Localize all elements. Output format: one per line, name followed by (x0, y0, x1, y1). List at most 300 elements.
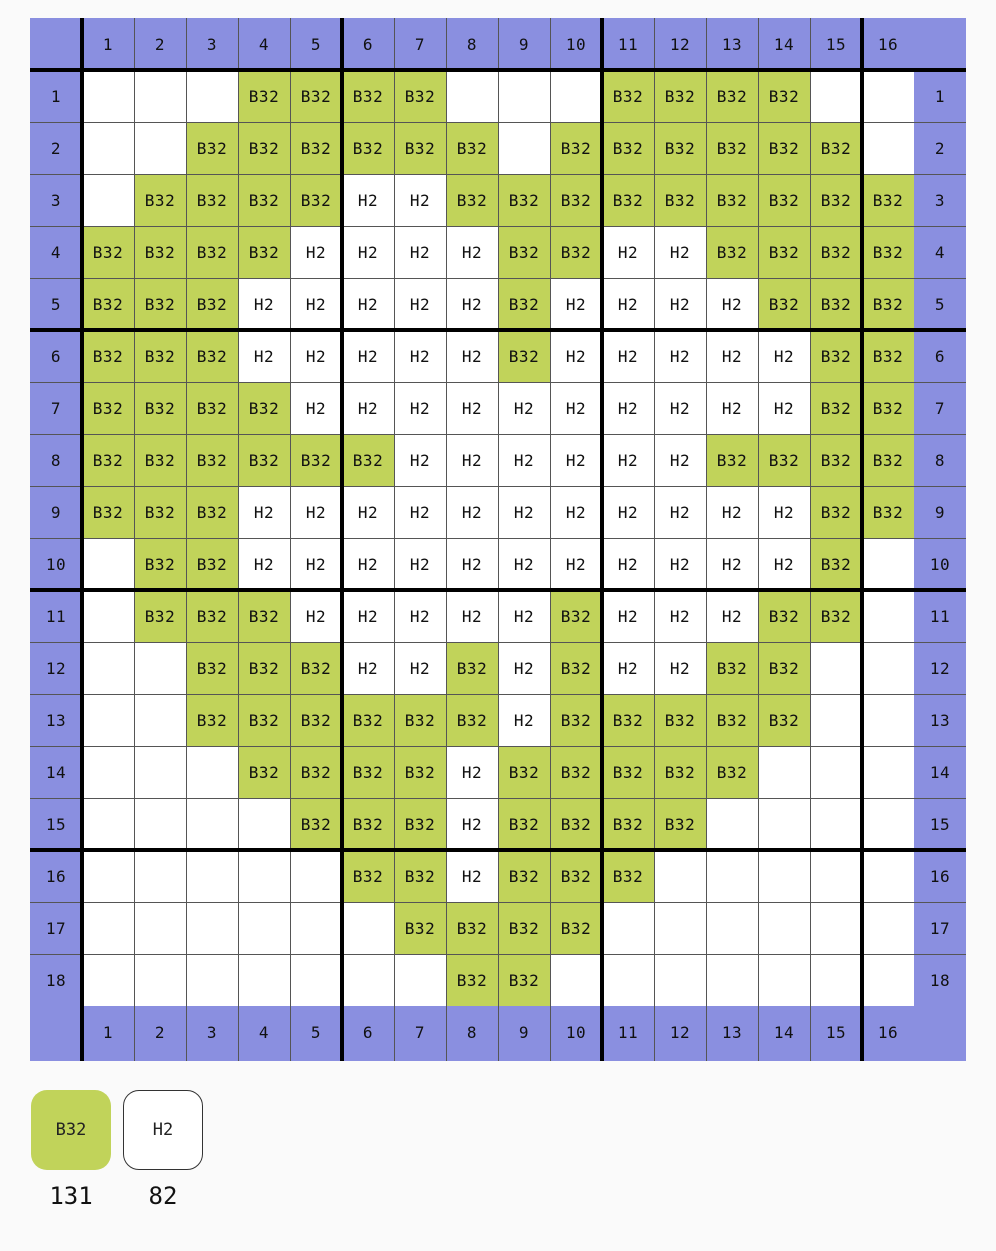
stitch-cell-b32[interactable]: B32 (810, 278, 862, 330)
stitch-cell-h2[interactable]: H2 (394, 642, 446, 694)
stitch-cell-b32[interactable]: B32 (602, 70, 654, 122)
stitch-cell-h2[interactable]: H2 (706, 330, 758, 382)
stitch-cell-b32[interactable]: B32 (862, 330, 914, 382)
empty-cell[interactable] (758, 954, 810, 1006)
empty-cell[interactable] (82, 850, 134, 902)
stitch-cell-b32[interactable]: B32 (550, 746, 602, 798)
stitch-cell-b32[interactable]: B32 (342, 798, 394, 850)
stitch-cell-h2[interactable]: H2 (654, 538, 706, 590)
stitch-cell-b32[interactable]: B32 (862, 434, 914, 486)
stitch-cell-b32[interactable]: B32 (758, 590, 810, 642)
stitch-cell-b32[interactable]: B32 (342, 70, 394, 122)
stitch-cell-b32[interactable]: B32 (550, 694, 602, 746)
stitch-cell-h2[interactable]: H2 (446, 226, 498, 278)
stitch-cell-h2[interactable]: H2 (446, 330, 498, 382)
stitch-cell-h2[interactable]: H2 (394, 538, 446, 590)
stitch-cell-b32[interactable]: B32 (238, 226, 290, 278)
stitch-cell-h2[interactable]: H2 (758, 486, 810, 538)
empty-cell[interactable] (654, 850, 706, 902)
stitch-cell-h2[interactable]: H2 (238, 486, 290, 538)
empty-cell[interactable] (82, 642, 134, 694)
empty-cell[interactable] (238, 850, 290, 902)
stitch-cell-h2[interactable]: H2 (654, 330, 706, 382)
stitch-cell-b32[interactable]: B32 (498, 330, 550, 382)
stitch-cell-b32[interactable]: B32 (290, 122, 342, 174)
stitch-cell-b32[interactable]: B32 (82, 382, 134, 434)
empty-cell[interactable] (758, 850, 810, 902)
empty-cell[interactable] (238, 902, 290, 954)
stitch-cell-b32[interactable]: B32 (446, 694, 498, 746)
stitch-cell-h2[interactable]: H2 (446, 538, 498, 590)
stitch-cell-h2[interactable]: H2 (238, 330, 290, 382)
grid-line (30, 798, 966, 799)
stitch-cell-b32[interactable]: B32 (186, 538, 238, 590)
stitch-cell-b32[interactable]: B32 (82, 486, 134, 538)
stitch-cell-h2[interactable]: H2 (446, 382, 498, 434)
empty-cell[interactable] (134, 954, 186, 1006)
stitch-cell-b32[interactable]: B32 (186, 278, 238, 330)
stitch-cell-h2[interactable]: H2 (394, 330, 446, 382)
stitch-cell-h2[interactable]: H2 (238, 538, 290, 590)
empty-cell[interactable] (82, 954, 134, 1006)
empty-cell[interactable] (134, 642, 186, 694)
stitch-cell-b32[interactable]: B32 (238, 746, 290, 798)
stitch-cell-b32[interactable]: B32 (134, 590, 186, 642)
stitch-cell-b32[interactable]: B32 (134, 226, 186, 278)
stitch-cell-b32[interactable]: B32 (238, 382, 290, 434)
stitch-cell-h2[interactable]: H2 (342, 278, 394, 330)
empty-cell[interactable] (82, 122, 134, 174)
stitch-cell-b32[interactable]: B32 (706, 70, 758, 122)
stitch-cell-h2[interactable]: H2 (550, 538, 602, 590)
stitch-cell-h2[interactable]: H2 (290, 590, 342, 642)
stitch-cell-h2[interactable]: H2 (342, 486, 394, 538)
stitch-cell-b32[interactable]: B32 (342, 694, 394, 746)
stitch-cell-h2[interactable]: H2 (394, 486, 446, 538)
stitch-cell-b32[interactable]: B32 (758, 174, 810, 226)
color-legend (30, 1090, 204, 1210)
stitch-cell-b32[interactable]: B32 (550, 850, 602, 902)
empty-cell[interactable] (186, 746, 238, 798)
stitch-cell-h2[interactable]: H2 (654, 486, 706, 538)
stitch-cell-b32[interactable]: B32 (394, 70, 446, 122)
empty-cell[interactable] (810, 746, 862, 798)
stitch-cell-b32[interactable]: B32 (290, 642, 342, 694)
stitch-cell-h2[interactable]: H2 (758, 538, 810, 590)
stitch-cell-h2[interactable]: H2 (602, 330, 654, 382)
empty-cell[interactable] (82, 746, 134, 798)
stitch-cell-h2[interactable]: H2 (706, 486, 758, 538)
empty-cell[interactable] (186, 70, 238, 122)
stitch-cell-h2[interactable]: H2 (602, 590, 654, 642)
stitch-cell-h2[interactable]: H2 (550, 382, 602, 434)
stitch-cell-h2[interactable]: H2 (290, 226, 342, 278)
stitch-cell-b32[interactable]: B32 (238, 122, 290, 174)
stitch-cell-h2[interactable]: H2 (290, 538, 342, 590)
column-footer: 5 (310, 1022, 322, 1042)
stitch-cell-b32[interactable]: B32 (706, 694, 758, 746)
stitch-cell-h2[interactable]: H2 (654, 590, 706, 642)
stitch-cell-b32[interactable]: B32 (706, 174, 758, 226)
stitch-cell-h2[interactable]: H2 (498, 590, 550, 642)
stitch-cell-b32[interactable]: B32 (394, 902, 446, 954)
empty-cell[interactable] (498, 70, 550, 122)
stitch-cell-b32[interactable]: B32 (498, 278, 550, 330)
stitch-cell-b32[interactable]: B32 (498, 902, 550, 954)
stitch-cell-b32[interactable]: B32 (238, 642, 290, 694)
stitch-cell-b32[interactable]: B32 (134, 278, 186, 330)
stitch-cell-b32[interactable]: B32 (394, 694, 446, 746)
empty-cell[interactable] (862, 850, 914, 902)
empty-cell[interactable] (758, 798, 810, 850)
stitch-cell-b32[interactable]: B32 (394, 798, 446, 850)
empty-cell[interactable] (186, 954, 238, 1006)
stitch-cell-h2[interactable]: H2 (342, 330, 394, 382)
empty-cell[interactable] (82, 590, 134, 642)
empty-cell[interactable] (810, 642, 862, 694)
stitch-cell-b32[interactable]: B32 (602, 850, 654, 902)
empty-cell[interactable] (862, 902, 914, 954)
empty-cell[interactable] (862, 694, 914, 746)
stitch-cell-h2[interactable]: H2 (446, 278, 498, 330)
stitch-cell-b32[interactable]: B32 (810, 434, 862, 486)
stitch-cell-b32[interactable]: B32 (602, 122, 654, 174)
stitch-cell-h2[interactable]: H2 (706, 278, 758, 330)
stitch-cell-b32[interactable]: B32 (862, 382, 914, 434)
empty-cell[interactable] (862, 746, 914, 798)
empty-cell[interactable] (134, 746, 186, 798)
stitch-cell-b32[interactable]: B32 (758, 694, 810, 746)
empty-cell[interactable] (498, 122, 550, 174)
stitch-cell-b32[interactable]: B32 (186, 486, 238, 538)
stitch-cell-b32[interactable]: B32 (758, 642, 810, 694)
stitch-cell-h2[interactable]: H2 (602, 278, 654, 330)
stitch-cell-h2[interactable]: H2 (498, 642, 550, 694)
stitch-cell-h2[interactable]: H2 (602, 538, 654, 590)
stitch-cell-b32[interactable]: B32 (550, 226, 602, 278)
empty-cell[interactable] (186, 902, 238, 954)
stitch-cell-b32[interactable]: B32 (654, 694, 706, 746)
empty-cell[interactable] (654, 902, 706, 954)
stitch-cell-b32[interactable]: B32 (706, 434, 758, 486)
empty-cell[interactable] (654, 954, 706, 1006)
stitch-cell-h2[interactable]: H2 (342, 226, 394, 278)
stitch-cell-h2[interactable]: H2 (394, 226, 446, 278)
stitch-cell-b32[interactable]: B32 (758, 70, 810, 122)
stitch-cell-h2[interactable]: H2 (394, 590, 446, 642)
empty-cell[interactable] (134, 902, 186, 954)
stitch-cell-b32[interactable]: B32 (290, 694, 342, 746)
stitch-cell-b32[interactable]: B32 (186, 694, 238, 746)
stitch-cell-b32[interactable]: B32 (186, 590, 238, 642)
stitch-cell-h2[interactable]: H2 (706, 538, 758, 590)
color-swatch-h2[interactable] (123, 1090, 203, 1170)
empty-cell[interactable] (602, 954, 654, 1006)
stitch-cell-h2[interactable]: H2 (498, 382, 550, 434)
stitch-cell-b32[interactable]: B32 (446, 954, 498, 1006)
empty-cell[interactable] (82, 174, 134, 226)
stitch-cell-h2[interactable]: H2 (602, 642, 654, 694)
stitch-cell-h2[interactable]: H2 (394, 278, 446, 330)
stitch-cell-b32[interactable]: B32 (810, 226, 862, 278)
empty-cell[interactable] (186, 798, 238, 850)
stitch-cell-b32[interactable]: B32 (758, 122, 810, 174)
stitch-cell-h2[interactable]: H2 (498, 434, 550, 486)
empty-cell[interactable] (82, 798, 134, 850)
empty-cell[interactable] (862, 954, 914, 1006)
stitch-cell-b32[interactable]: B32 (654, 746, 706, 798)
empty-cell[interactable] (810, 902, 862, 954)
stitch-cell-b32[interactable]: B32 (602, 694, 654, 746)
empty-cell[interactable] (758, 902, 810, 954)
stitch-cell-b32[interactable]: B32 (342, 746, 394, 798)
stitch-cell-b32[interactable]: B32 (290, 174, 342, 226)
stitch-cell-h2[interactable]: H2 (498, 694, 550, 746)
stitch-cell-b32[interactable]: B32 (602, 174, 654, 226)
stitch-cell-h2[interactable]: H2 (758, 382, 810, 434)
empty-cell[interactable] (550, 70, 602, 122)
stitch-cell-b32[interactable]: B32 (186, 174, 238, 226)
stitch-cell-h2[interactable]: H2 (342, 174, 394, 226)
stitch-cell-b32[interactable]: B32 (706, 746, 758, 798)
stitch-cell-b32[interactable]: B32 (654, 70, 706, 122)
empty-cell[interactable] (810, 850, 862, 902)
empty-cell[interactable] (342, 902, 394, 954)
stitch-cell-b32[interactable]: B32 (290, 70, 342, 122)
empty-cell[interactable] (810, 954, 862, 1006)
stitch-cell-h2[interactable]: H2 (342, 590, 394, 642)
stitch-cell-h2[interactable]: H2 (602, 486, 654, 538)
stitch-cell-b32[interactable]: B32 (238, 70, 290, 122)
stitch-cell-b32[interactable]: B32 (498, 798, 550, 850)
stitch-cell-h2[interactable]: H2 (550, 486, 602, 538)
stitch-cell-b32[interactable]: B32 (446, 174, 498, 226)
stitch-cell-b32[interactable]: B32 (550, 642, 602, 694)
column-footer: 15 (825, 1022, 847, 1042)
stitch-cell-b32[interactable]: B32 (134, 330, 186, 382)
stitch-cell-b32[interactable]: B32 (238, 694, 290, 746)
stitch-cell-h2[interactable]: H2 (654, 278, 706, 330)
stitch-cell-h2[interactable]: H2 (602, 382, 654, 434)
stitch-cell-b32[interactable]: B32 (654, 174, 706, 226)
legend-item-h2[interactable] (122, 1090, 204, 1210)
stitch-cell-h2[interactable]: H2 (602, 226, 654, 278)
stitch-cell-b32[interactable]: B32 (862, 226, 914, 278)
empty-cell[interactable] (394, 954, 446, 1006)
stitch-cell-b32[interactable]: B32 (862, 278, 914, 330)
empty-cell[interactable] (134, 694, 186, 746)
stitch-cell-b32[interactable]: B32 (602, 798, 654, 850)
stitch-cell-b32[interactable]: B32 (446, 122, 498, 174)
stitch-cell-b32[interactable]: B32 (134, 382, 186, 434)
empty-cell[interactable] (134, 70, 186, 122)
stitch-cell-b32[interactable]: B32 (394, 122, 446, 174)
stitch-cell-b32[interactable]: B32 (134, 434, 186, 486)
empty-cell[interactable] (706, 798, 758, 850)
stitch-cell-b32[interactable]: B32 (654, 122, 706, 174)
stitch-cell-b32[interactable]: B32 (186, 226, 238, 278)
stitch-cell-h2[interactable]: H2 (498, 486, 550, 538)
stitch-cell-b32[interactable]: B32 (134, 538, 186, 590)
empty-cell[interactable] (810, 798, 862, 850)
stitch-cell-h2[interactable]: H2 (550, 434, 602, 486)
stitch-cell-b32[interactable]: B32 (550, 798, 602, 850)
empty-cell[interactable] (706, 954, 758, 1006)
empty-cell[interactable] (82, 902, 134, 954)
stitch-cell-b32[interactable]: B32 (134, 174, 186, 226)
stitch-cell-b32[interactable]: B32 (758, 278, 810, 330)
empty-cell[interactable] (134, 850, 186, 902)
stitch-cell-b32[interactable]: B32 (810, 122, 862, 174)
empty-cell[interactable] (186, 850, 238, 902)
empty-cell[interactable] (290, 850, 342, 902)
color-swatch-b32[interactable] (31, 1090, 111, 1170)
empty-cell[interactable] (238, 798, 290, 850)
stitch-cell-b32[interactable]: B32 (498, 746, 550, 798)
empty-cell[interactable] (134, 798, 186, 850)
stitch-cell-b32[interactable]: B32 (186, 382, 238, 434)
empty-cell[interactable] (446, 70, 498, 122)
empty-cell[interactable] (862, 538, 914, 590)
stitch-cell-h2[interactable]: H2 (394, 174, 446, 226)
stitch-cell-b32[interactable]: B32 (758, 226, 810, 278)
stitch-cell-b32[interactable]: B32 (810, 590, 862, 642)
stitch-cell-h2[interactable]: H2 (446, 486, 498, 538)
stitch-cell-b32[interactable]: B32 (550, 902, 602, 954)
stitch-cell-h2[interactable]: H2 (706, 590, 758, 642)
stitch-cell-h2[interactable]: H2 (342, 642, 394, 694)
stitch-cell-b32[interactable]: B32 (862, 174, 914, 226)
stitch-cell-h2[interactable]: H2 (446, 590, 498, 642)
empty-cell[interactable] (810, 694, 862, 746)
column-header: 6 (362, 34, 374, 54)
stitch-cell-b32[interactable]: B32 (810, 174, 862, 226)
stitch-cell-b32[interactable]: B32 (862, 486, 914, 538)
stitch-cell-b32[interactable]: B32 (134, 486, 186, 538)
stitch-cell-h2[interactable]: H2 (446, 434, 498, 486)
empty-cell[interactable] (862, 798, 914, 850)
stitch-cell-b32[interactable]: B32 (186, 122, 238, 174)
stitch-cell-b32[interactable]: B32 (550, 122, 602, 174)
empty-cell[interactable] (810, 70, 862, 122)
stitch-cell-b32[interactable]: B32 (82, 278, 134, 330)
stitch-cell-h2[interactable]: H2 (758, 330, 810, 382)
stitch-cell-h2[interactable]: H2 (238, 278, 290, 330)
empty-cell[interactable] (238, 954, 290, 1006)
stitch-cell-b32[interactable]: B32 (706, 122, 758, 174)
empty-cell[interactable] (550, 954, 602, 1006)
stitch-cell-h2[interactable]: H2 (290, 330, 342, 382)
stitch-cell-h2[interactable]: H2 (498, 538, 550, 590)
empty-cell[interactable] (290, 954, 342, 1006)
stitch-cell-b32[interactable]: B32 (82, 434, 134, 486)
empty-cell[interactable] (706, 850, 758, 902)
stitch-cell-b32[interactable]: B32 (498, 226, 550, 278)
stitch-cell-h2[interactable]: H2 (550, 278, 602, 330)
column-header: 15 (825, 34, 847, 54)
stitch-cell-b32[interactable]: B32 (498, 954, 550, 1006)
stitch-cell-b32[interactable]: B32 (810, 538, 862, 590)
empty-cell[interactable] (342, 954, 394, 1006)
stitch-cell-b32[interactable]: B32 (290, 798, 342, 850)
stitch-cell-b32[interactable]: B32 (238, 174, 290, 226)
stitch-cell-h2[interactable]: H2 (654, 226, 706, 278)
stitch-cell-b32[interactable]: B32 (394, 850, 446, 902)
stitch-cell-b32[interactable]: B32 (238, 434, 290, 486)
stitch-cell-b32[interactable]: B32 (498, 850, 550, 902)
empty-cell[interactable] (82, 694, 134, 746)
stitch-cell-h2[interactable]: H2 (394, 382, 446, 434)
stitch-cell-b32[interactable]: B32 (342, 122, 394, 174)
empty-cell[interactable] (82, 70, 134, 122)
legend-item-b32[interactable] (30, 1090, 112, 1210)
empty-cell[interactable] (862, 70, 914, 122)
stitch-cell-b32[interactable]: B32 (810, 330, 862, 382)
stitch-cell-b32[interactable]: B32 (342, 850, 394, 902)
empty-cell[interactable] (862, 122, 914, 174)
stitch-cell-b32[interactable]: B32 (82, 226, 134, 278)
stitch-cell-h2[interactable]: H2 (654, 382, 706, 434)
empty-cell[interactable] (290, 902, 342, 954)
stitch-cell-b32[interactable]: B32 (82, 330, 134, 382)
stitch-cell-b32[interactable]: B32 (186, 642, 238, 694)
empty-cell[interactable] (602, 902, 654, 954)
stitch-cell-h2[interactable]: H2 (602, 434, 654, 486)
stitch-cell-h2[interactable]: H2 (446, 746, 498, 798)
stitch-cell-b32[interactable]: B32 (446, 902, 498, 954)
stitch-cell-b32[interactable]: B32 (654, 798, 706, 850)
empty-cell[interactable] (862, 590, 914, 642)
stitch-cell-b32[interactable]: B32 (706, 226, 758, 278)
stitch-cell-b32[interactable]: B32 (550, 590, 602, 642)
stitch-cell-h2[interactable]: H2 (706, 382, 758, 434)
grid-line (30, 434, 966, 435)
stitch-cell-b32[interactable]: B32 (186, 330, 238, 382)
empty-cell[interactable] (862, 642, 914, 694)
stitch-cell-h2[interactable]: H2 (550, 330, 602, 382)
empty-cell[interactable] (758, 746, 810, 798)
stitch-cell-b32[interactable]: B32 (238, 590, 290, 642)
stitch-cell-h2[interactable]: H2 (342, 538, 394, 590)
stitch-cell-b32[interactable]: B32 (810, 382, 862, 434)
stitch-cell-b32[interactable]: B32 (758, 434, 810, 486)
stitch-cell-b32[interactable]: B32 (342, 434, 394, 486)
stitch-cell-h2[interactable]: H2 (290, 486, 342, 538)
stitch-cell-h2[interactable]: H2 (446, 798, 498, 850)
stitch-cell-b32[interactable]: B32 (810, 486, 862, 538)
stitch-cell-b32[interactable]: B32 (550, 174, 602, 226)
empty-cell[interactable] (706, 902, 758, 954)
column-header: 11 (617, 34, 639, 54)
stitch-cell-h2[interactable]: H2 (654, 434, 706, 486)
stitch-cell-b32[interactable]: B32 (446, 642, 498, 694)
empty-cell[interactable] (82, 538, 134, 590)
stitch-cell-h2[interactable]: H2 (290, 382, 342, 434)
stitch-cell-h2[interactable]: H2 (654, 642, 706, 694)
stitch-cell-b32[interactable]: B32 (498, 174, 550, 226)
stitch-cell-b32[interactable]: B32 (290, 434, 342, 486)
empty-cell[interactable] (134, 122, 186, 174)
stitch-cell-h2[interactable]: H2 (290, 278, 342, 330)
stitch-cell-b32[interactable]: B32 (602, 746, 654, 798)
stitch-cell-b32[interactable]: B32 (186, 434, 238, 486)
stitch-cell-b32[interactable]: B32 (706, 642, 758, 694)
stitch-cell-h2[interactable]: H2 (446, 850, 498, 902)
stitch-cell-b32[interactable]: B32 (394, 746, 446, 798)
stitch-cell-h2[interactable]: H2 (394, 434, 446, 486)
stitch-cell-h2[interactable]: H2 (342, 382, 394, 434)
stitch-cell-b32[interactable]: B32 (290, 746, 342, 798)
